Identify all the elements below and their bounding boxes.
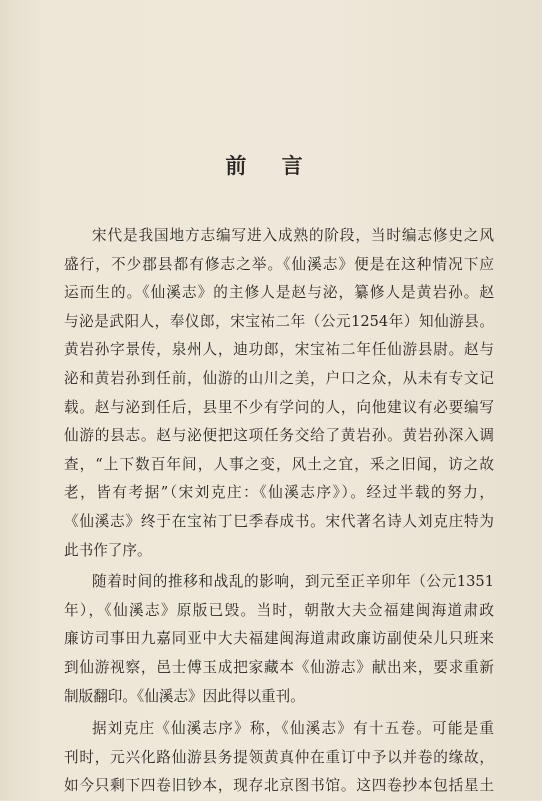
text-line: 查，“上下数百年间，人事之变，风土之宜，釆之旧闻，访之故 xyxy=(64,455,494,473)
text-line: 与泌是武阳人，奉仪郎，宋宝祐二年（公元1254年）知仙游县。 xyxy=(64,312,494,330)
text-line: 刊时，元兴化路仙游县务提领黄真仲在重订中予以并卷的缘故， xyxy=(64,748,494,766)
text-line: 据刘克庄《仙溪志序》称，《仙溪志》有十五卷。可能是重 xyxy=(92,720,494,738)
text-line: 泌和黄岩孙到任前，仙游的山川之美，户口之众，从未有专文记 xyxy=(64,369,494,387)
text-line: 仙游的县志。赵与泌便把这项任务交给了黄岩孙。黄岩孙深入调 xyxy=(64,427,494,445)
text-line: 年），《仙溪志》原版已毁。当时，朝散大夫佥福建闽海道肃政 xyxy=(64,601,494,619)
text-line: 随着时间的推移和战乱的影响，到元至正辛卯年（公元1351 xyxy=(92,573,494,591)
text-line: 盛行，不少郡县都有修志之举。《仙溪志》便是在这种情况下应 xyxy=(64,255,494,273)
text-line: 黄岩孙字景传，泉州人，迪功郎，宋宝祐二年任仙游县尉。赵与 xyxy=(64,341,494,359)
text-line: 廉访司事田九嘉同亚中大夫福建闽海道肃政廉访副使朵儿只班来 xyxy=(64,630,494,648)
page-title: 前 言 xyxy=(225,153,317,178)
body-text xyxy=(64,222,494,801)
text-line: 载。赵与泌到任后，县里不少有学问的人，向他建议有必要编写 xyxy=(64,398,494,416)
text-line: 制版翻印。《仙溪志》因此得以重刊。 xyxy=(64,687,305,705)
paragraph-1 xyxy=(64,222,494,565)
text-line: 《仙溪志》终于在宝祐丁巳季春成书。宋代著名诗人刘克庄特为 xyxy=(64,512,494,530)
text-line: 老，皆有考据”（宋刘克庄：《仙溪志序》）。经过半载的努力， xyxy=(64,484,494,502)
paragraph-3 xyxy=(64,715,494,801)
text-line: 到仙游视察，邑士傅玉成把家藏本《仙游志》献出来，要求重新 xyxy=(64,658,494,676)
text-line: 宋代是我国地方志编写进入成熟的阶段，当时编志修史之风 xyxy=(92,227,494,244)
text-line: 运而生的。《仙溪志》的主修人是赵与泌，纂修人是黄岩孙。赵 xyxy=(64,284,494,302)
text-line: 此书作了序。 xyxy=(64,541,152,559)
text-line: 如今只剩下四卷旧钞本，现存北京图书馆。这四卷抄本包括星土 xyxy=(64,777,494,795)
paragraph-2 xyxy=(64,568,494,711)
